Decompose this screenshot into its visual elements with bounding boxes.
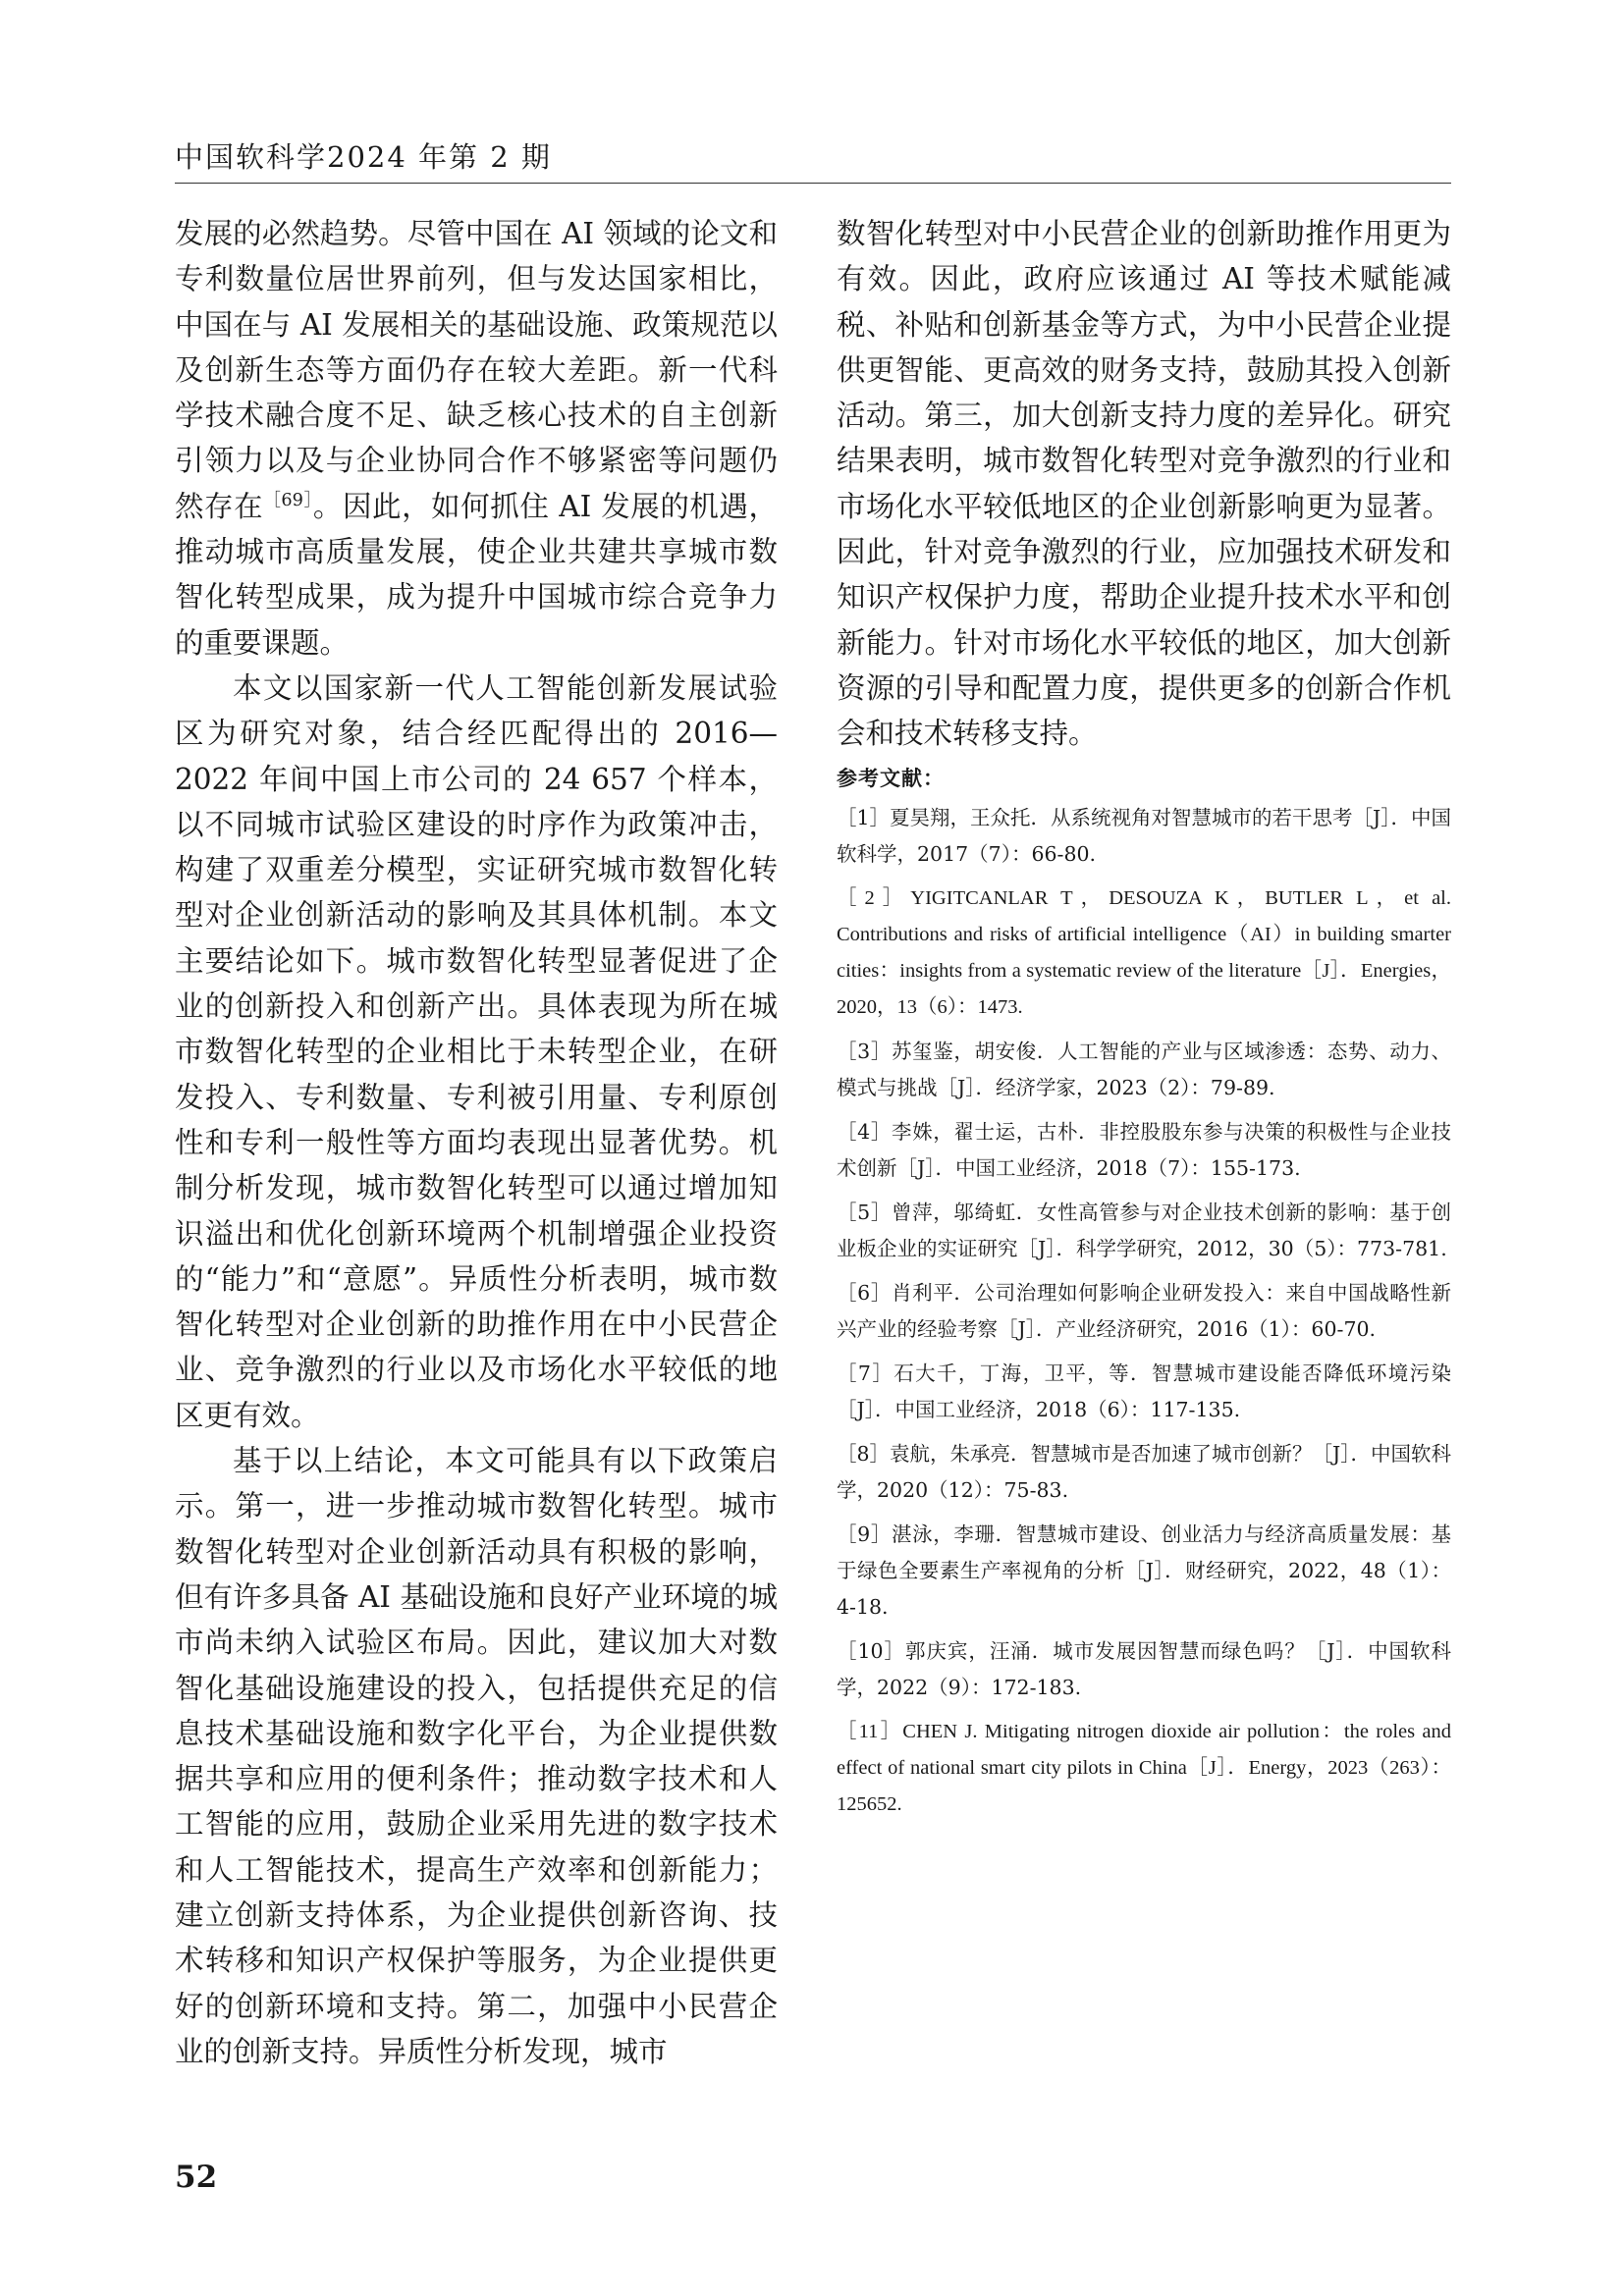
reference-item: ［6］肖利平．公司治理如何影响企业研发投入：来自中国战略性新兴产业的经验考察［J］．产业经济研究，2016（1）：60-70. <box>837 1280 1451 1341</box>
body-paragraph-2: 本文以国家新一代人工智能创新发展试验区为研究对象，结合经匹配得出的 2016—2022 年间中国上市公司的 24 657 个样本，以不同城市试验区建设的时序作为政策冲击，构建了双重差分模型，实证研究城市数智化转型对企业创新活动的影响及其具体机制。本文主要结论如下。城市数智化转型显著促进了企业的创新投入和创新产出。具体表现为所在城市数智化转型的企业相比于未转型企业，在研发投入、专利数量、专利被引用量、专利原创性和专利一般性等方面均表现出显著优势。机制分析发现，城市数智化转型可以通过增加知识溢出和优化创新环境两个机制增强企业投资的“能力”和“意愿”。异质性分析表明，城市数智化转型对企业创新的助推作用在中小民营企业、竞争激烈的行业以及市场化水平较低的地区更有效。 <box>175 670 778 1432</box>
right-column <box>837 211 1451 1831</box>
reference-item: ［4］李姝，翟士运，古朴．非控股股东参与决策的积极性与企业技术创新［J］．中国工业经济，2018（7）：155-173. <box>837 1119 1451 1180</box>
reference-item: ［5］曾萍，邬绮虹．女性高管参与对企业技术创新的影响：基于创业板企业的实证研究［J］．科学学研究，2012，30（5）：773-781. <box>837 1200 1451 1260</box>
body-paragraph-3: 基于以上结论，本文可能具有以下政策启示。第一，进一步推动城市数智化转型。城市数智化转型对企业创新活动具有积极的影响，但有许多具备 AI 基础设施和良好产业环境的城市尚未纳入试验区布局。因此，建议加大对数智化基础设施建设的投入，包括提供充足的信息技术基础设施和数字化平台，为企业提供数据共享和应用的便利条件；推动数字技术和人工智能的应用，鼓励企业采用先进的数字技术和人工智能技术，提高生产效率和创新能力；建立创新支持体系，为企业提供创新咨询、技术转移和知识产权保护等服务，为企业提供更好的创新环境和支持。第二，加强中小民营企业的创新支持。异质性分析发现，城市 <box>175 1444 778 2068</box>
header-rule <box>175 183 1451 184</box>
reference-item: ［9］湛泳，李珊．智慧城市建设、创业活力与经济高质量发展：基于绿色全要素生产率视角的分析［J］．财经研究，2022，48（1）：4-18. <box>837 1522 1451 1619</box>
reference-item: ［8］袁航，朱承亮．智慧城市是否加速了城市创新？［J］．中国软科学，2020（12）：75-83. <box>837 1441 1452 1502</box>
body-paragraph-continued: 数智化转型对中小民营企业的创新助推作用更为有效。因此，政府应该通过 AI 等技术赋能减税、补贴和创新基金等方式，为中小民营企业提供更智能、更高效的财务支持，鼓励其投入创新活动。第三，加大创新支持力度的差异化。研究结果表明，城市数智化转型对竞争激烈的行业和市场化水平较低地区的企业创新影响更为显著。因此，针对竞争激烈的行业，应加强技术研发和知识产权保护力度，帮助企业提升技术水平和创新能力。针对市场化水平较低的地区，加大创新资源的引导和配置力度，提供更多的创新合作机会和技术转移支持。 <box>837 217 1451 751</box>
paragraph-text: 。因此，如何抓住 AI 发展的机遇，推动城市高质量发展，使企业共建共享城市数智化转型成果，成为提升中国城市综合竞争力的重要课题。 <box>175 489 778 660</box>
reference-item: ［7］石大千，丁海，卫平，等．智慧城市建设能否降低环境污染［J］．中国工业经济，2018（6）：117-135. <box>837 1361 1451 1421</box>
left-column <box>175 211 778 2074</box>
reference-item: ［1］夏昊翔，王众托．从系统视角对智慧城市的若干思考［J］．中国软科学，2017（7）：66-80. <box>837 805 1452 866</box>
reference-list <box>837 800 1451 1823</box>
body-paragraph-1 <box>175 211 778 666</box>
paragraph-text: 发展的必然趋势。尽管中国在 AI 领域的论文和专利数量位居世界前列，但与发达国家相比，中国在与 AI 发展相关的基础设施、政策规范以及创新生态等方面仍存在较大差距。新一代科学技术融合度不足、缺乏核心技术的自主创新引领力以及与企业协同合作不够紧密等问题仍然存在 <box>175 217 778 523</box>
reference-item: ［11］CHEN J. Mitigating nitrogen dioxide air pollution：the roles and effect of national smart city pilots in China［J］．Energy，2023（263）：125652. <box>837 1720 1451 1815</box>
citation-superscript: ［69］ <box>263 490 313 510</box>
running-header: 中国软科学2024 年第 2 期 <box>175 140 552 174</box>
references-heading: 参考文献： <box>837 766 945 790</box>
reference-item: ［2］YIGITCANLAR T，DESOUZA K，BUTLER L，et al. Contributions and risks of artificial intelligence（AI）in building smarter cities：insights from a systematic review of the literature［J］．Energies，2020，13（6）：1473. <box>837 886 1451 1018</box>
reference-item: ［3］苏玺鉴，胡安俊．人工智能的产业与区域渗透：态势、动力、模式与挑战［J］．经济学家，2023（2）：79-89. <box>837 1039 1451 1099</box>
page-number: 52 <box>175 2160 218 2195</box>
reference-item: ［10］郭庆宾，汪涌．城市发展因智慧而绿色吗？［J］．中国软科学，2022（9）：172-183. <box>837 1638 1451 1699</box>
